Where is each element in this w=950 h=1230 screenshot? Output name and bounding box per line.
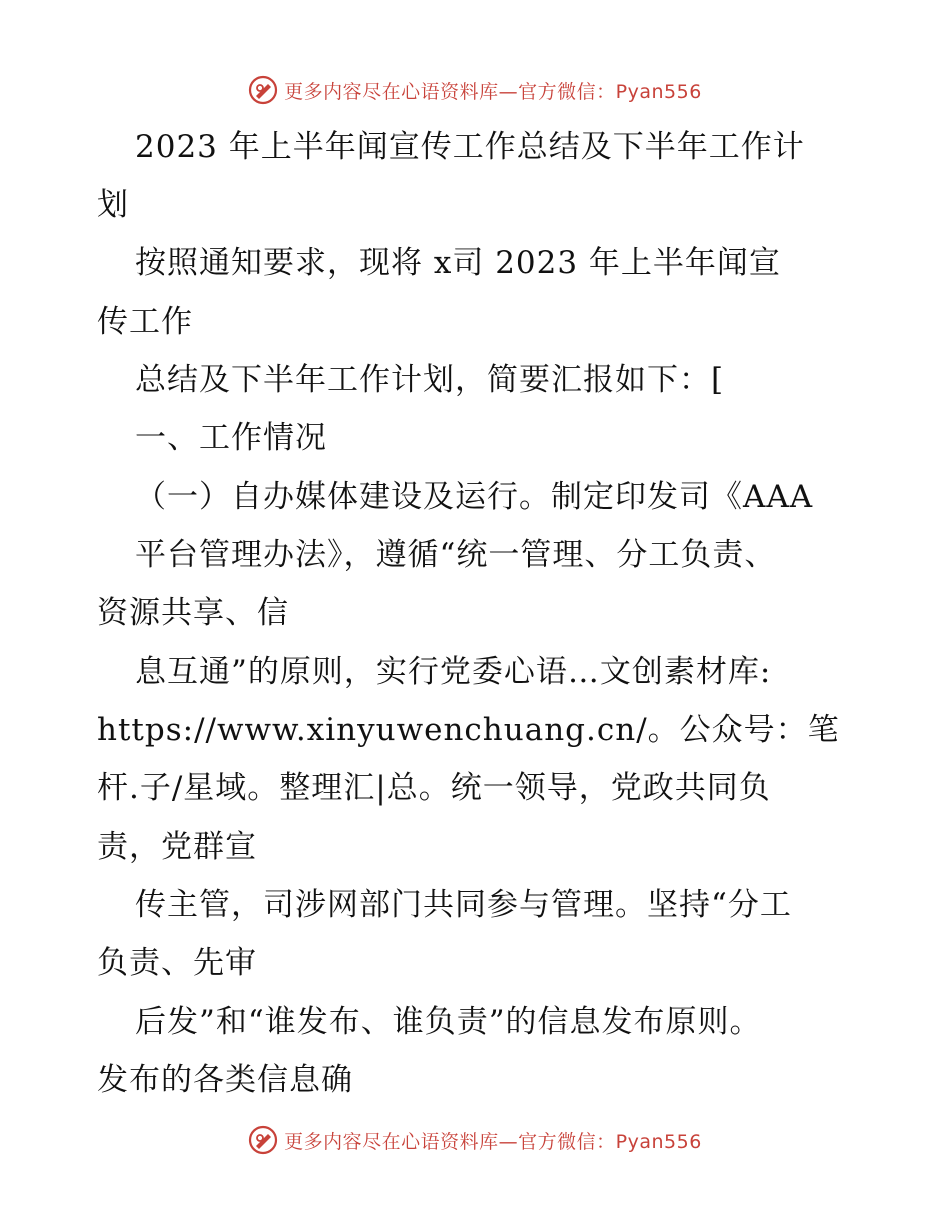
- paragraph-line: 按照通知要求，现将 x司 2023 年上半年闻宣: [135, 245, 781, 281]
- header-watermark-banner: [0, 68, 950, 112]
- paragraph-line: 平台管理办法》，遵循“统一管理、分工负责、: [135, 537, 777, 573]
- paragraph-line: 传工作: [97, 304, 193, 340]
- watermark-title: 更多内容尽在心语资料库: [284, 80, 499, 103]
- paragraph-line: 息互通”的原则，实行党委心语…文创素材库:: [135, 654, 772, 690]
- section-heading: 一、工作情况: [135, 420, 327, 456]
- watermark-wechat: 官方微信：Pyan556: [518, 1130, 702, 1153]
- watermark-title: 更多内容尽在心语资料库: [284, 1130, 499, 1153]
- watermark-text: [284, 1127, 702, 1154]
- document-title-line-2: 划: [97, 187, 129, 223]
- watermark-dash: —: [498, 1130, 519, 1153]
- paragraph-line: 后发”和“谁发布、谁负责”的信息发布原则。: [135, 1004, 762, 1040]
- logo-icon: [248, 1125, 278, 1155]
- paragraph-line: 责，党群宣: [97, 829, 257, 865]
- footer-watermark-banner: [0, 1118, 950, 1162]
- watermark-wechat: 官方微信：Pyan556: [518, 80, 702, 103]
- watermark-dash: —: [498, 80, 519, 103]
- document-title-line-1: 2023 年上半年闻宣传工作总结及下半年工作计: [135, 129, 805, 165]
- paragraph-line: 杆.子/星域。整理汇|总。统一领导，党政共同负: [97, 770, 771, 806]
- watermark-text: [284, 77, 702, 104]
- logo-icon: [248, 75, 278, 105]
- paragraph-line: （一）自办媒体建设及运行。制定印发司《AAA: [135, 479, 814, 515]
- paragraph-line: 资源共享、信: [97, 595, 289, 631]
- paragraph-line: https://www.xinyuwenchuang.cn/。公众号：笔: [97, 712, 840, 748]
- paragraph-line: 传主管，司涉网部门共同参与管理。坚持“分工: [135, 887, 792, 923]
- paragraph-line: 总结及下半年工作计划，简要汇报如下：[: [135, 362, 725, 398]
- paragraph-line: 发布的各类信息确: [97, 1062, 353, 1098]
- paragraph-line: 负责、先审: [97, 945, 257, 981]
